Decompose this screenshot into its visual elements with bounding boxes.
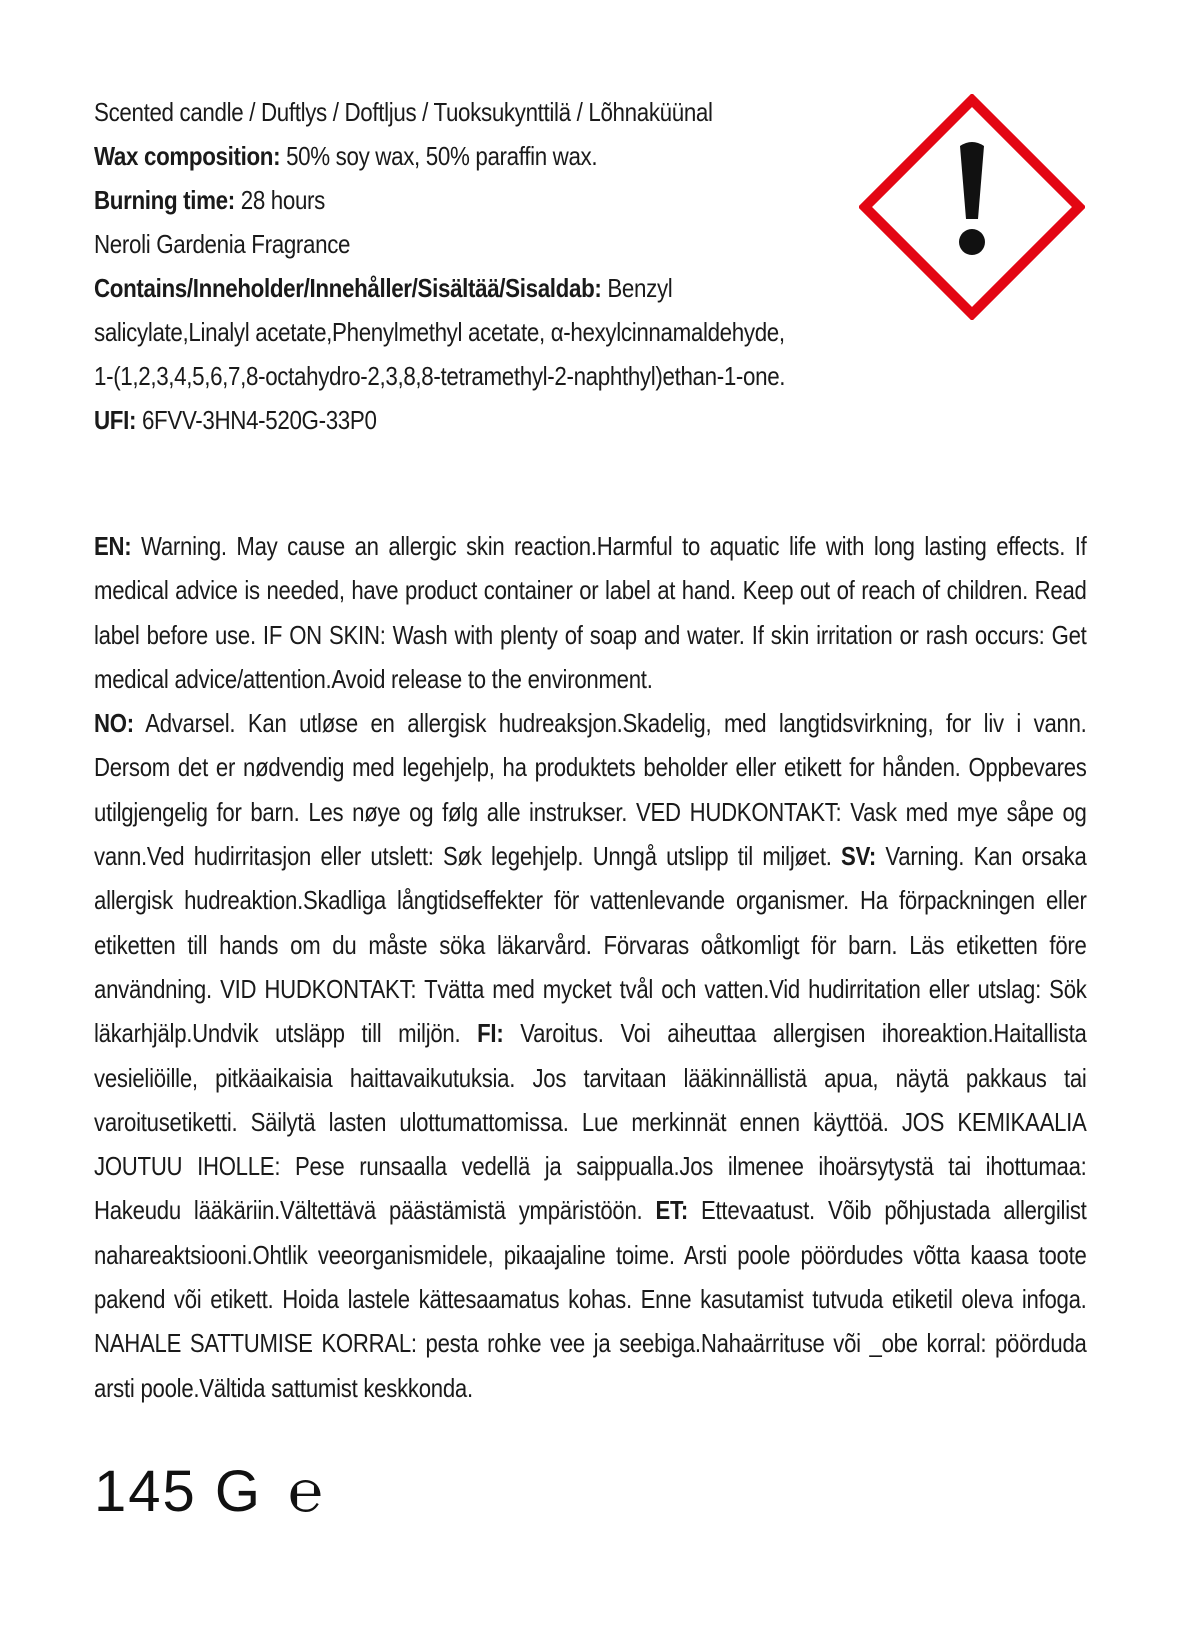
ufi-code [94,398,1126,442]
et-label: ET: [655,1195,688,1226]
estimated-sign-icon: ℮ [288,1459,325,1524]
burn-label: Burning time: [94,185,235,215]
weight-value: 145 G [94,1459,262,1524]
en-text: Warning. May cause an allergic skin reaction.Harmful to aquatic life with long lasting effects. If medical advice is needed, have product container or label at hand. Keep out of reach of children. Read label before use. IF ON SKIN: Wash with plenty of soap and water. If skin irritation or rash occurs: Get medical advice/attention.Avoid release to the environment. [94,531,1087,694]
en-label: EN: [94,531,132,561]
no-text: Advarsel. Kan utløse en allergisk hudreaksjon.Skadelig, med langtidsvirkning, for liv i vann. Dersom det er nødvendig med legehjelp, ha produktets beholder eller etikett for hånden. Oppbevares utilgjengelig for barn. Les nøye og følg alle instrukser. VED HUDKONTAKT: Vask med mye såpe og vann.Ved hudirritasjon eller utslett: Søk legehjelp. Unngå utslipp til miljøet. [94,708,1087,872]
et-text: Ettevaatust. Võib põhjustada allergilist nahareaktsiooni.Ohtlik veeorganismidele, pikaajaline toime. Arsti poole pöördudes võtta kaasa toote pakend või etikett. Hoida lastele kättesaamatus kohas. Enne kasutamist tutvuda etiketil oleva infoga. NAHALE SATTUMISE KORRAL: pesta rohke vee ja seebiga.Nahaärrituse või _obe korral: pöörduda arsti poole.Vältida sattumist keskkonda. [94,1195,1087,1403]
ufi-value: 6FVV-3HN4-520G-33P0 [136,405,377,435]
product-names: Scented candle / Duftlys / Doftljus / Tuoksukynttilä / Lõhnaküünal [94,97,713,127]
wax-label: Wax composition: [94,141,281,171]
wax-value: 50% soy wax, 50% paraffin wax. [280,141,598,171]
exclamation-mark-hazard-icon [859,94,1085,320]
burn-value: 28 hours [234,185,326,215]
contains-label: Contains/Inneholder/Innehåller/Sisältää/Sisaldab: [94,273,602,303]
ufi-label: UFI: [94,405,137,435]
warning-text-block [94,524,1087,1410]
sv-label: SV: [841,841,876,872]
contains-text-1: Benzyl [601,273,673,303]
net-weight [94,1458,325,1525]
sv-text: Varning. Kan orsaka allergisk hudreaktion.Skadliga långtidseffekter för vattenlevande organismer. Ha förpackningen eller etiketten till hands om du måste söka läkarvård. Förvaras oåtkomligt för barn. Läs etiketten före användning. VID HUDKONTAKT: Tvätta med mycket tvål och vatten.Vid hudirritation eller utslag: Sök läkarhjälp.Undvik utsläpp till miljön. [94,841,1087,1049]
no-label: NO: [94,708,134,739]
contains-line-3: 1-(1,2,3,4,5,6,7,8-octahydro-2,3,8,8-tetramethyl-2-naphthyl)ethan-1-one. [94,361,786,391]
fragrance-name: Neroli Gardenia Fragrance [94,229,351,259]
fi-label: FI: [477,1018,504,1049]
contains-line-2: salicylate,Linalyl acetate,Phenylmethyl acetate, α-hexylcinnamaldehyde, [94,317,785,347]
fi-text: Varoitus. Voi aiheuttaa allergisen ihoreaktion.Haitallista vesieliöille, pitkäaikaisia haittavaikutuksia. Jos tarvitaan lääkinnällistä apua, näytä pakkaus tai varoitusetiketti. Säilytä lasten ulottumattomissa. Lue merkinnät ennen käyttöä. JOS KEMIKAALIA JOUTUU IHOLLE: Pese runsaalla vedellä ja saippualla.Jos ilmenee ihoärsytystä tai ihottumaa: Hakeudu lääkäriin.Vältettävä päästämistä ympäristöön. [94,1018,1087,1226]
